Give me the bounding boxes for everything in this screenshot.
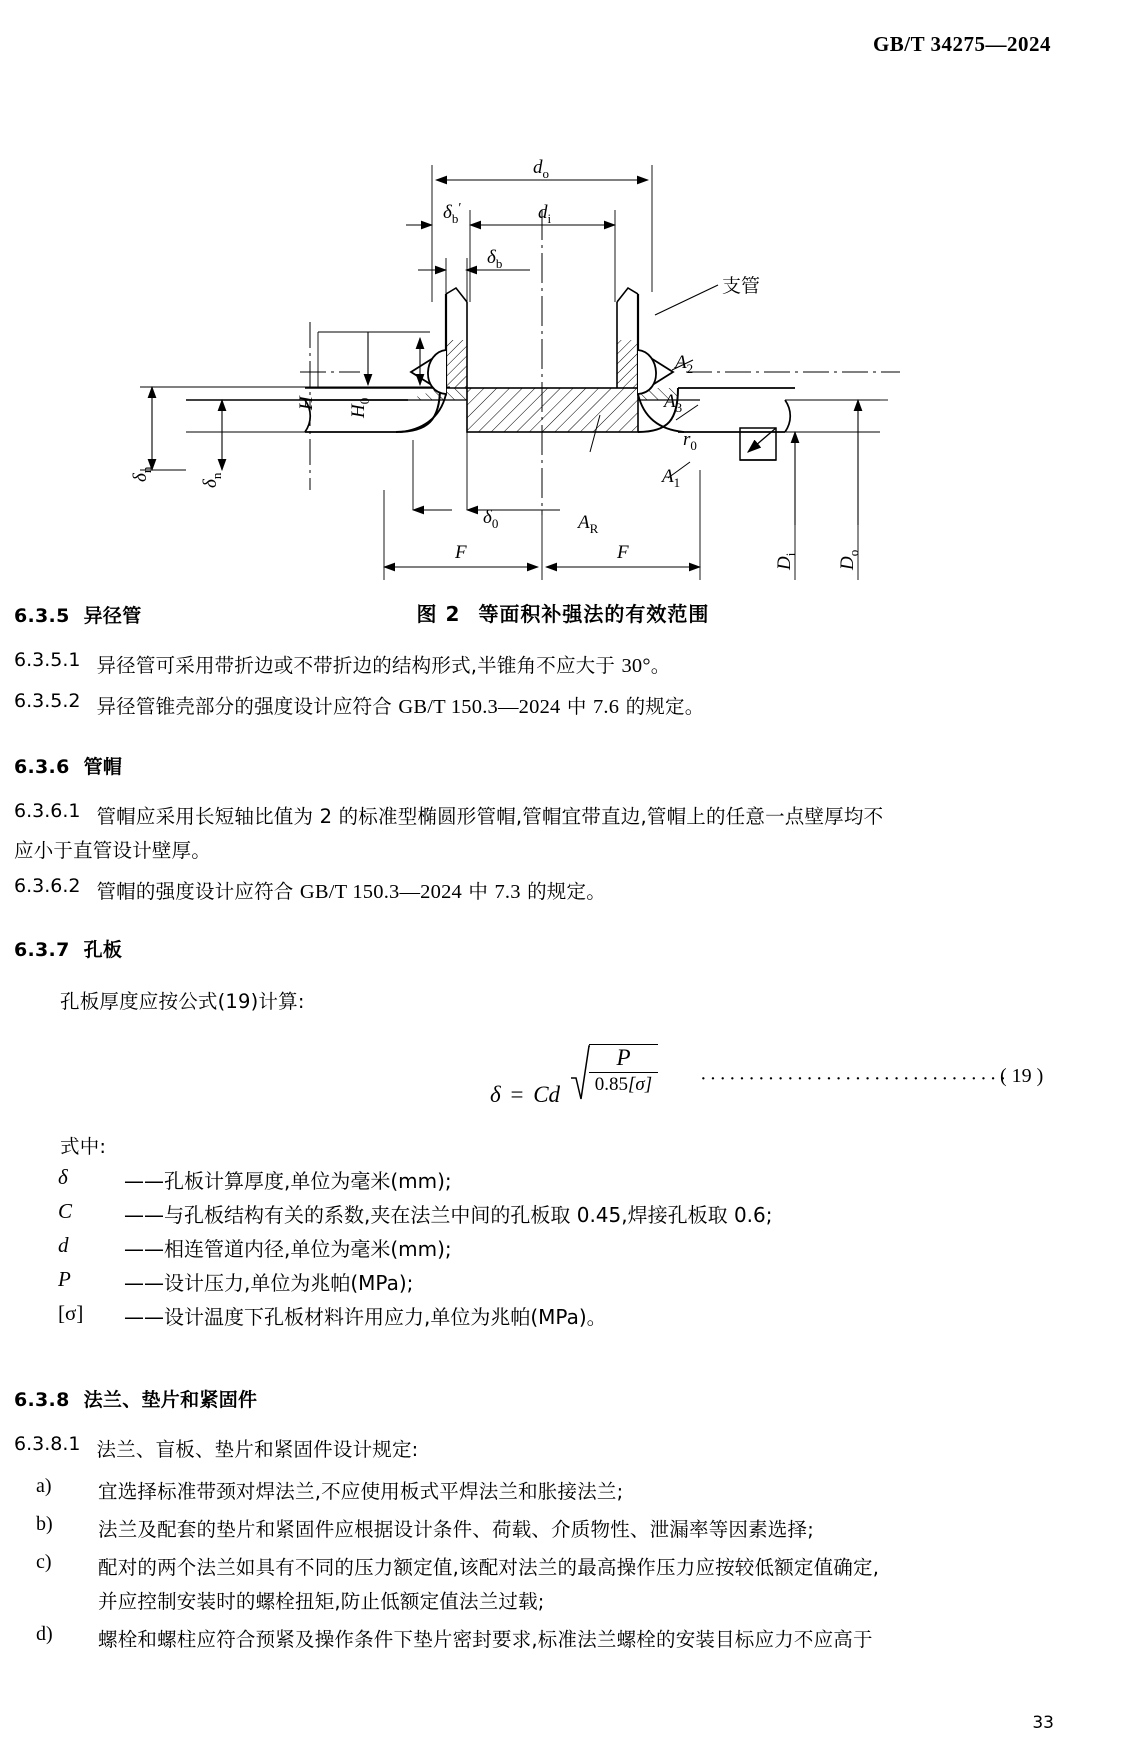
clause-6-3-8-1-items	[14, 1475, 1054, 1661]
clause-6-3-6-1-line1: 管帽应采用长短轴比值为 2 的标准型椭圆形管帽,管帽宜带直边,管帽上的任意一点壁厚均不	[96, 805, 884, 828]
heading-6-3-6	[14, 752, 122, 779]
definition-symbol: δ	[58, 1165, 68, 1189]
definition-symbol: P	[58, 1267, 71, 1291]
label-delta-n-prime: $\delta_n$	[130, 466, 154, 482]
clause-6-3-5-1-value: 30°	[621, 655, 651, 677]
heading-6-3-5-title: 异径管	[83, 605, 142, 627]
list-item-marker: a)	[36, 1475, 52, 1497]
clause-6-3-5-1	[14, 649, 1034, 683]
clause-6-3-5-2-mid: 中	[560, 695, 593, 718]
label-f-right: F	[617, 542, 629, 563]
definition-description: ——设计温度下孔板材料许用应力,单位为兆帕(MPa)。	[124, 1305, 607, 1329]
clause-6-3-5-2-subref: 7.6	[592, 696, 620, 718]
clause-6-3-7-intro: 孔板厚度应按公式(19)计算:	[60, 990, 305, 1013]
heading-6-3-8-title: 法兰、垫片和紧固件	[83, 1389, 258, 1411]
where-label: 式中:	[60, 1135, 107, 1158]
list-item-text: 法兰及配套的垫片和紧固件应根据设计条件、荷载、介质物性、泄漏率等因素选择;	[98, 1518, 814, 1541]
figure-caption	[0, 598, 1126, 627]
heading-6-3-8-number: 6.3.8	[14, 1389, 70, 1411]
label-d-inner: $d_i$	[538, 202, 552, 226]
clause-6-3-5-2-text: 异径管锥壳部分的强度设计应符合	[96, 695, 399, 718]
label-area-a3: $A_3$	[664, 391, 683, 415]
clause-6-3-5-2	[14, 690, 1034, 724]
list-item-text	[98, 1551, 1054, 1619]
definition-description: ——与孔板结构有关的系数,夹在法兰中间的孔板取 0.45,焊接孔板取 0.6;	[124, 1203, 773, 1227]
clause-6-3-5-2-end: 的规定。	[619, 695, 705, 718]
figure-caption-label: 图 2	[416, 602, 461, 626]
list-item-marker: c)	[36, 1551, 52, 1573]
label-d-i: $D_i$	[774, 552, 798, 570]
figure-caption-text: 等面积补强法的有效范围	[478, 602, 710, 626]
list-item-line1: 配对的两个法兰如具有不同的压力额定值,该配对法兰的最高操作压力应按较低额定值确定,	[98, 1556, 880, 1579]
list-item	[14, 1475, 1054, 1509]
definition-description: ——设计压力,单位为兆帕(MPa);	[124, 1271, 414, 1295]
definition-row	[58, 1165, 1038, 1194]
clause-6-3-5-1-text: 异径管可采用带折边或不带折边的结构形式,半锥角不应大于	[96, 654, 622, 677]
label-area-ar: $A_R$	[578, 512, 599, 536]
page-header-standard-code: GB/T 34275—2024	[872, 32, 1051, 56]
formula-sqrt	[570, 1040, 658, 1102]
heading-6-3-6-title: 管帽	[83, 756, 123, 778]
formula-denominator-sigma: [σ]	[628, 1074, 653, 1095]
clause-6-3-8-1	[14, 1433, 1034, 1467]
definition-description: ——相连管道内径,单位为毫米(mm);	[124, 1237, 452, 1261]
reinforcement-area-diagram	[0, 70, 1126, 570]
heading-6-3-5	[14, 601, 142, 628]
heading-6-3-7-number: 6.3.7	[14, 939, 70, 961]
formula-19	[0, 1040, 1126, 1110]
clause-6-3-6-2	[14, 875, 1034, 909]
heading-6-3-7-title: 孔板	[83, 939, 123, 961]
formula-equals: =	[510, 1082, 524, 1107]
label-d-o: $D_o$	[837, 549, 861, 570]
definition-row	[58, 1301, 1038, 1330]
label-height-h: H	[296, 396, 317, 410]
clause-6-3-5-1-number: 6.3.5.1	[14, 649, 81, 671]
clause-6-3-6-2-number: 6.3.6.2	[14, 875, 81, 897]
clause-6-3-6-2-subref: 7.3	[494, 881, 521, 903]
sqrt-radical-icon	[570, 1040, 590, 1102]
definition-symbol: C	[58, 1199, 73, 1223]
label-delta-0: $\delta_0$	[483, 507, 499, 531]
formula-fraction	[589, 1044, 658, 1102]
clause-6-3-5-2-number: 6.3.5.2	[14, 690, 81, 712]
label-delta-n: $\delta_n$	[200, 472, 224, 488]
clause-6-3-6-2-text: 管帽的强度设计应符合	[96, 880, 300, 903]
heading-6-3-5-number: 6.3.5	[14, 605, 70, 627]
label-area-a1: $A_1$	[662, 466, 681, 490]
formula-19-expression	[490, 1040, 658, 1108]
definition-symbol: [σ]	[58, 1301, 84, 1325]
heading-6-3-6-number: 6.3.6	[14, 756, 70, 778]
heading-6-3-8	[14, 1385, 257, 1412]
formula-numerator: P	[616, 1045, 631, 1070]
label-radius-r0: $r_0$	[683, 429, 697, 453]
formula-leader-dots: ································	[700, 1068, 1010, 1090]
list-item-text: 螺栓和螺柱应符合预紧及操作条件下垫片密封要求,标准法兰螺栓的安装目标应力不应高于	[98, 1628, 873, 1651]
definition-row	[58, 1233, 1038, 1262]
clause-6-3-6-1	[14, 800, 1040, 868]
clause-6-3-5-1-text-end: 。	[650, 654, 671, 677]
formula-denominator-coef: 0.85	[594, 1074, 629, 1095]
clause-6-3-8-1-number: 6.3.8.1	[14, 1433, 81, 1455]
list-item-text: 宜选择标准带颈对焊法兰,不应使用板式平焊法兰和胀接法兰;	[98, 1480, 624, 1503]
list-item	[14, 1623, 1054, 1657]
clause-6-3-6-1-number: 6.3.6.1	[14, 800, 81, 822]
label-area-a2: $A_2$	[675, 352, 694, 376]
definition-description: ——孔板计算厚度,单位为毫米(mm);	[124, 1169, 452, 1193]
clause-6-3-6-2-mid: 中	[461, 880, 495, 903]
definition-symbol: d	[58, 1233, 69, 1257]
label-d-outer: $d_o$	[533, 157, 549, 181]
clause-6-3-6-2-end: 的规定。	[520, 880, 606, 903]
page-number: 33	[1032, 1713, 1054, 1733]
definition-row	[58, 1199, 1038, 1228]
clause-6-3-5-2-ref: GB/T 150.3—2024	[398, 696, 561, 718]
label-branch-pipe: 支管	[722, 275, 761, 297]
list-item	[14, 1551, 1054, 1619]
label-delta-b: $\delta_b$	[487, 247, 503, 271]
list-item-marker: b)	[36, 1513, 53, 1535]
formula-equation-number: ( 19 )	[1000, 1065, 1044, 1087]
clause-6-3-8-1-text: 法兰、盲板、垫片和紧固件设计规定:	[96, 1438, 419, 1461]
heading-6-3-7	[14, 935, 122, 962]
list-item-line2: 并应控制安装时的螺栓扭矩,防止低额定值法兰过载;	[98, 1590, 545, 1613]
clause-6-3-6-1-line2: 应小于直管设计壁厚。	[14, 839, 212, 862]
list-item-marker: d)	[36, 1623, 53, 1645]
formula-coefficient: Cd	[533, 1082, 561, 1107]
definition-row	[58, 1267, 1038, 1296]
clause-6-3-6-2-ref: GB/T 150.3—2024	[299, 881, 462, 903]
label-f-left: F	[455, 542, 467, 563]
symbol-definition-list	[58, 1165, 1038, 1335]
formula-delta: δ	[490, 1082, 501, 1107]
label-height-h0: $H_0$	[348, 397, 372, 418]
label-delta-b-prime: $\delta_b'$	[443, 201, 462, 226]
list-item	[14, 1513, 1054, 1547]
formula-denominator	[589, 1072, 658, 1096]
